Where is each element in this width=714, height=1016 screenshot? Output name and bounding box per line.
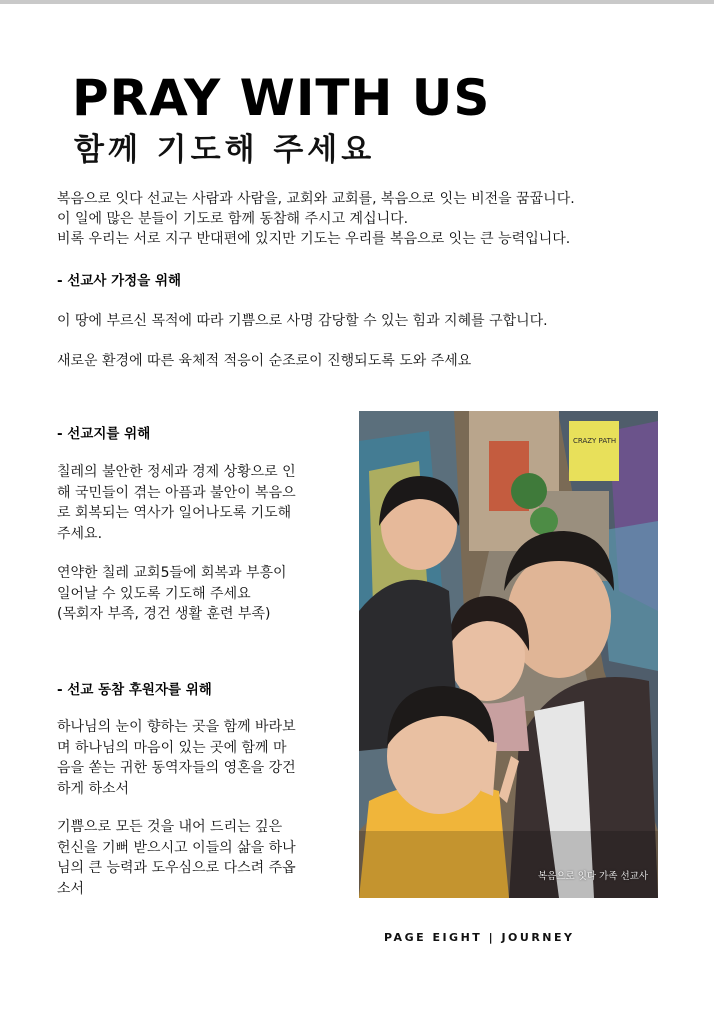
top-border <box>0 0 714 4</box>
family-item-1: 이 땅에 부르신 목적에 따라 기쁨으로 사명 감당할 수 있는 힘과 지혜를 구합니다. <box>57 313 548 329</box>
section-heading-field: - 선교지를 위해 <box>57 426 151 442</box>
page-title: PRAY WITH US <box>72 69 491 127</box>
supporters-paragraph-2: 기쁨으로 모든 것을 내어 드리는 깊은 헌신을 기뻐 받으시고 이들의 삶을 하나 님의 큰 능력과 도우심으로 다스려 주옵 소서 <box>57 819 296 897</box>
intro-line: 비록 우리는 서로 지구 반대편에 있지만 기도는 우리를 복음으로 잇는 큰 능력입니다. <box>57 231 571 247</box>
family-item-2: 새로운 환경에 따른 육체적 적응이 순조로이 진행되도록 도와 주세요 <box>57 353 472 369</box>
family-photo-illustration <box>359 411 658 898</box>
intro-line: 이 일에 많은 분들이 기도로 함께 동참해 주시고 계십니다. <box>57 211 409 227</box>
page-subtitle: 함께 기도해 주세요 <box>74 132 376 168</box>
family-photo <box>359 411 658 898</box>
photo-caption: 복음으로 잇다 가족 선교사 <box>537 871 648 882</box>
supporters-paragraph-1: 하나님의 눈이 향하는 곳을 함께 바라보 며 하나님의 마음이 있는 곳에 함께 마 음을 쏟는 귀한 동역자들의 영혼을 강건 하게 하소서 <box>57 719 296 797</box>
section-heading-family: - 선교사 가정을 위해 <box>57 273 182 289</box>
intro-paragraph <box>57 189 575 249</box>
field-paragraph-1: 칠레의 불안한 정세과 경제 상황으로 인 해 국민들이 겪는 아픔과 불안이 복음으 로 회복되는 역사가 일어나도록 기도해 주세요. <box>57 464 296 542</box>
page-footer: PAGE EIGHT | JOURNEY <box>384 931 575 944</box>
section-heading-supporters: - 선교 동참 후원자를 위해 <box>57 682 212 698</box>
field-paragraph-2: 연약한 칠레 교회5들에 회복과 부흥이 일어날 수 있도록 기도해 주세요 (목회자 부족, 경건 생활 훈련 부족) <box>57 565 287 622</box>
intro-line: 복음으로 잇다 선교는 사람과 사람을, 교회와 교회를, 복음으로 잇는 비전을 꿈꿉니다. <box>57 191 575 207</box>
wall-sign-text: CRAZY PATH <box>573 437 617 445</box>
